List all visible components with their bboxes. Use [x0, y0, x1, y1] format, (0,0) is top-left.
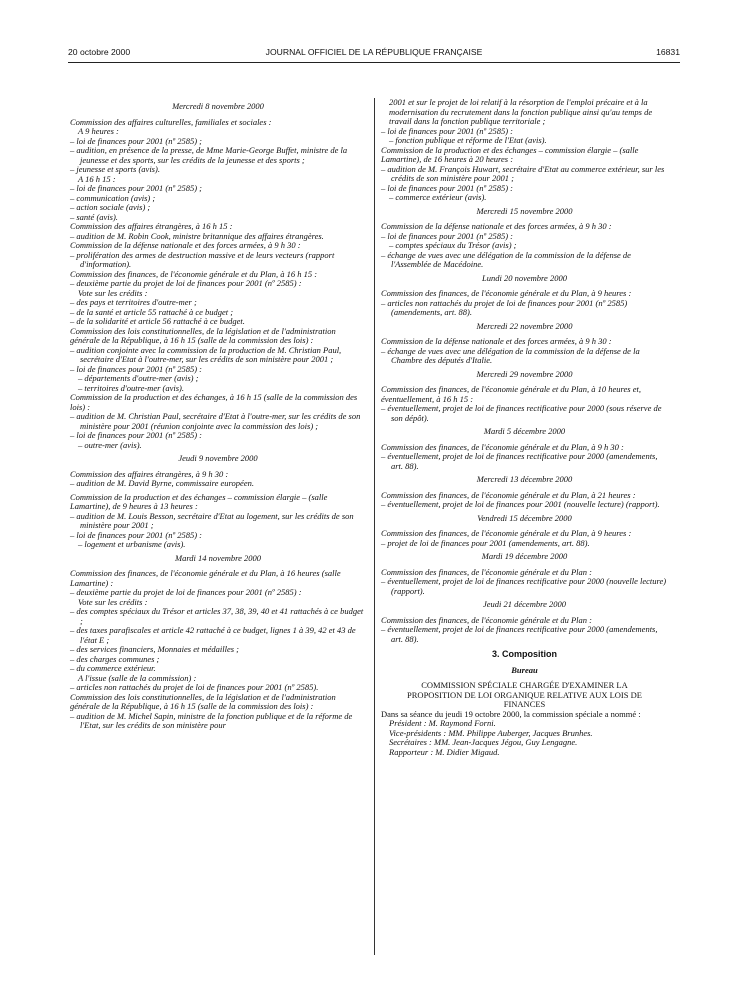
agenda-item: – échange de vues avec une délégation de la commission de la défense de la Chambre des députés d'Italie.	[381, 345, 640, 365]
agenda-item: – audition, en présence de la presse, de Mme Marie-George Buffet, ministre de la jeunesse et des sports, sur les crédits de la jeunesse et des sports ;	[70, 145, 348, 165]
agenda-note: Rapporteur : M. Didier Migaud.	[389, 746, 500, 757]
commission-heading: Commission de la défense nationale et des forces armées, à 9 h 30 :	[381, 336, 612, 346]
agenda-item: – jeunesse et sports (avis).	[70, 164, 160, 174]
left-column	[70, 98, 366, 731]
session-date: Lundi 20 novembre 2000	[482, 272, 567, 283]
agenda-item: – éventuellement, projet de loi de finances rectificative pour 2000 (nouvelle lecture) (rapport).	[381, 576, 667, 596]
agenda-item: – loi de finances pour 2001 (nº 2585) :	[70, 529, 203, 540]
agenda-item: – prolifération des armes de destruction massive et de leurs vecteurs (rapport d'information).	[70, 249, 335, 269]
session-date: Mardi 5 décembre 2000	[483, 426, 566, 436]
commission-heading: Commission des finances, de l'économie générale et du Plan, à 9 heures :	[381, 288, 632, 298]
agenda-item: – loi de finances pour 2001 (nº 2585) :	[381, 230, 514, 241]
agenda-item: – audition de M. François Huwart, secrétaire d'Etat au commerce extérieur, sur les crédits de son ministère pour 2001 ;	[381, 163, 665, 183]
commission-heading: Commission de la production et des échanges, à 16 h 15 (salle de la commission des lois) :	[70, 392, 358, 412]
agenda-note: Président : M. Raymond Forni.	[389, 718, 496, 728]
agenda-item: – du commerce extérieur.	[70, 663, 156, 673]
agenda-note: Vice-présidents : MM. Philippe Auberger, Jacques Brunhes.	[389, 727, 593, 738]
agenda-item: – loi de finances pour 2001 (nº 2585) ;	[70, 135, 203, 146]
agenda-note: Secrétaires : MM. Jean-Jacques Jégou, Guy Lengagne.	[389, 737, 578, 747]
commission-heading: Commission de la défense nationale et des forces armées, à 9 h 30 :	[70, 240, 301, 250]
agenda-item: – loi de finances pour 2001 (nº 2585) ;	[70, 183, 203, 193]
agenda-subitem: – territoires d'outre-mer (avis).	[78, 382, 185, 393]
commission-heading: Commission de la défense nationale et des forces armées, à 9 h 30 :	[381, 221, 612, 231]
agenda-item: – communication (avis) ;	[70, 192, 156, 203]
commission-heading: Commission des finances, de l'économie générale et du Plan, à 10 heures et, éventuellement, à 16 h 15 :	[381, 384, 641, 404]
agenda-item: – loi de finances pour 2001 (nº 2585) :	[70, 430, 203, 440]
commission-title: COMMISSION SPÉCIALE CHARGÉE D'EXAMINER LA PROPOSITION DE LOI ORGANIQUE RELATIVE AUX LOIS DE FINANCES	[407, 680, 642, 709]
agenda-subitem: – commerce extérieur (avis).	[389, 192, 487, 202]
agenda-item: – audition de M. Christian Paul, secrétaire d'Etat à l'outre-mer, sur les crédits de son ministère pour 2001 (réunion conjointe avec la commission des lois) ;	[70, 411, 361, 431]
session-date: Mercredi 29 novembre 2000	[476, 368, 573, 379]
commission-heading: Commission de la production et des échanges – commission élargie – (salle Lamartine), de 16 heures à 20 heures :	[381, 144, 639, 164]
commission-heading: Commission de la production et des échanges – commission élargie – (salle Lamartine), de 9 heures à 13 heures :	[70, 491, 328, 511]
agenda-item: – loi de finances pour 2001 (nº 2585) :	[381, 125, 514, 136]
right-column	[381, 98, 668, 757]
agenda-subitem: – outre-mer (avis).	[78, 439, 142, 450]
page-header	[68, 47, 680, 61]
commission-heading: Commission des finances, de l'économie générale et du Plan, à 16 heures (salle Lamartine) :	[70, 568, 341, 588]
session-date: Mercredi 13 décembre 2000	[476, 474, 573, 484]
session-date: Jeudi 21 décembre 2000	[482, 599, 566, 609]
subsection-heading: Bureau	[511, 664, 538, 675]
commission-heading: Commission des finances, de l'économie générale et du Plan, à 16 h 15 :	[70, 268, 318, 279]
session-date: Jeudi 9 novembre 2000	[178, 453, 258, 463]
header-date: 20 octobre 2000	[68, 47, 131, 57]
agenda-item: – loi de finances pour 2001 (nº 2585) :	[70, 363, 203, 374]
body-text: Dans sa séance du jeudi 19 octobre 2000, la commission spéciale a nommé :	[381, 708, 641, 719]
agenda-item: – de la solidarité et article 56 rattaché à ce budget.	[70, 316, 245, 326]
agenda-item: – audition de M. Michel Sapin, ministre de la fonction publique et de la réforme de l'Etat, sur les crédits de son ministère pour	[70, 710, 353, 730]
agenda-subitem: – logement et urbanisme (avis).	[78, 539, 186, 549]
column-divider	[374, 98, 375, 955]
agenda-note: Vote sur les crédits :	[78, 596, 148, 607]
page-number: 16831	[656, 47, 680, 57]
commission-heading: Commission des affaires culturelles, familiales et sociales :	[70, 116, 272, 127]
header-rule	[68, 62, 680, 63]
agenda-item: – éventuellement, projet de loi de finances pour 2001 (nouvelle lecture) (rapport).	[381, 499, 660, 509]
agenda-item: – éventuellement, projet de loi de finances rectificative pour 2000 (amendements, art. 88).	[381, 624, 658, 644]
agenda-item: – audition de M. Louis Besson, secrétaire d'Etat au logement, sur les crédits de son ministère pour 2001 ;	[70, 510, 354, 530]
agenda-note: 2001 et sur le projet de loi relatif à la résorption de l'emploi précaire et à la modernisation du recrutement dans la fonction publique ainsi qu'au temps de travail dans la fonction publique territoriale ;	[389, 97, 653, 126]
agenda-note: A 9 heures :	[78, 126, 119, 136]
agenda-subitem: – fonction publique et réforme de l'Etat (avis).	[389, 135, 547, 145]
commission-heading: Commission des affaires étrangères, à 9 h 30 :	[70, 468, 229, 479]
session-date: Mardi 19 décembre 2000	[481, 551, 568, 561]
commission-heading: Commission des finances, de l'économie générale et du Plan, à 9 h 30 :	[381, 441, 624, 452]
agenda-item: – deuxième partie du projet de loi de finances pour 2001 (nº 2585) :	[70, 587, 302, 597]
agenda-item: – des comptes spéciaux du Trésor et articles 37, 38, 39, 40 et 41 rattachés à ce budget ;	[70, 606, 364, 626]
agenda-item: – des charges communes ;	[70, 653, 160, 664]
agenda-item: – projet de loi de finances pour 2001 (amendements, art. 88).	[381, 537, 590, 548]
agenda-subitem: – comptes spéciaux du Trésor (avis) ;	[389, 240, 517, 250]
agenda-note: A l'issue (salle de la commission) :	[78, 672, 197, 683]
agenda-item: – des services financiers, Monnaies et médailles ;	[70, 644, 240, 654]
agenda-subitem: – départements d'outre-mer (avis) ;	[78, 373, 199, 383]
agenda-item: – de la santé et article 55 rattaché à ce budget ;	[70, 306, 234, 317]
agenda-item: – éventuellement, projet de loi de finances rectificative pour 2000 (amendements, art. 88).	[381, 451, 658, 471]
session-date: Mercredi 15 novembre 2000	[476, 205, 573, 216]
commission-heading: Commission des lois constitutionnelles, de la législation et de l'administration générale de la République, à 16 h 15 (salle de la commission des lois) :	[70, 691, 336, 711]
session-date: Mercredi 22 novembre 2000	[476, 320, 573, 331]
agenda-item: – santé (avis).	[70, 211, 118, 222]
commission-heading: Commission des finances, de l'économie générale et du Plan :	[381, 566, 592, 577]
section-heading: 3. Composition	[492, 649, 557, 659]
agenda-note: A 16 h 15 :	[78, 173, 116, 184]
agenda-item: – action sociale (avis) ;	[70, 202, 151, 212]
agenda-item: – échange de vues avec une délégation de la commission de la défense de l'Assemblée de Macédoine.	[381, 249, 631, 269]
agenda-item: – articles non rattachés du projet de loi de finances pour 2001 (nº 2585) (amendements, art. 88).	[381, 297, 628, 317]
session-date: Vendredi 15 décembre 2000	[477, 512, 572, 523]
session-date: Mardi 14 novembre 2000	[174, 552, 261, 563]
commission-heading: Commission des finances, de l'économie générale et du Plan, à 21 heures :	[381, 489, 636, 500]
journal-title: JOURNAL OFFICIEL DE LA RÉPUBLIQUE FRANÇAISE	[265, 47, 483, 57]
agenda-item: – des pays et territoires d'outre-mer ;	[70, 297, 197, 307]
agenda-item: – articles non rattachés du projet de loi de finances pour 2001 (nº 2585).	[70, 682, 319, 692]
agenda-item: – audition conjointe avec la commission de la production de M. Christian Paul, secrétaire d'Etat à l'outre-mer, sur les crédits de son ministère pour 2001 ;	[70, 344, 342, 364]
commission-heading: Commission des finances, de l'économie générale et du Plan, à 9 heures :	[381, 528, 632, 538]
commission-heading: Commission des affaires étrangères, à 16 h 15 :	[70, 221, 233, 231]
agenda-item: – deuxième partie du projet de loi de finances pour 2001 (nº 2585) :	[70, 278, 302, 288]
session-date: Mercredi 8 novembre 2000	[172, 101, 264, 111]
agenda-item: – audition de M. Robin Cook, ministre britannique des affaires étrangères.	[70, 230, 324, 241]
commission-heading: Commission des finances, de l'économie générale et du Plan :	[381, 614, 592, 625]
commission-heading: Commission des lois constitutionnelles, de la législation et de l'administration générale de la République, à 16 h 15 (salle de la commission des lois) :	[70, 325, 336, 345]
agenda-item: – éventuellement, projet de loi de finances rectificative pour 2000 (sous réserve de son dépôt).	[381, 403, 662, 423]
agenda-note: Vote sur les crédits :	[78, 287, 148, 298]
agenda-item: – loi de finances pour 2001 (nº 2585) :	[381, 182, 514, 193]
agenda-item: – audition de M. David Byrne, commissaire européen.	[70, 478, 254, 488]
agenda-item: – des taxes parafiscales et article 42 rattaché à ce budget, lignes 1 à 39, 42 et 43 de l'état E ;	[70, 625, 356, 645]
